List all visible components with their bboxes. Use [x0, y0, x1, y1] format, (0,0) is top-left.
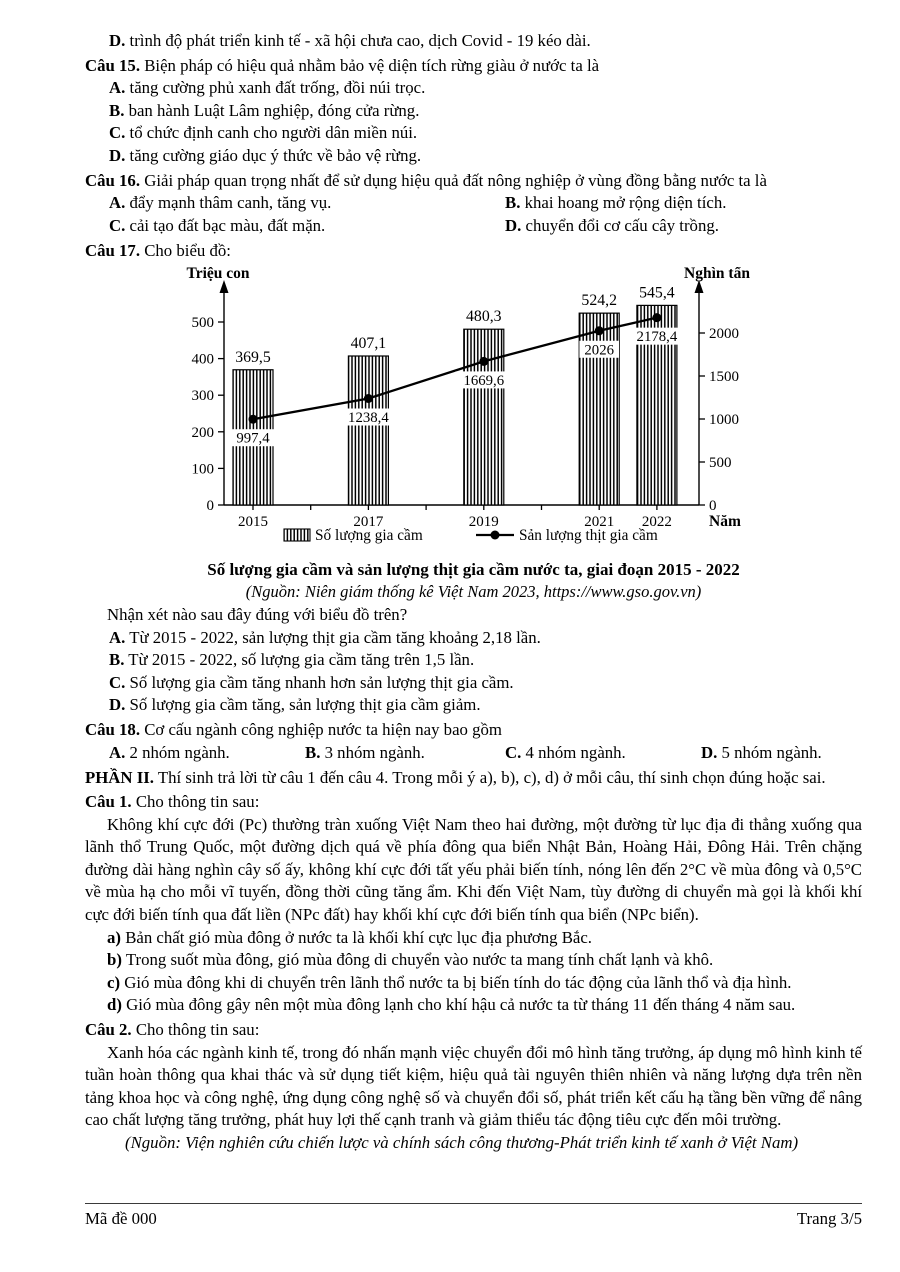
svg-text:1669,6: 1669,6	[462, 372, 504, 389]
svg-text:Nghìn tấn: Nghìn tấn	[683, 266, 750, 282]
svg-text:1000: 1000	[708, 411, 739, 428]
svg-text:2000: 2000	[708, 325, 739, 342]
svg-text:0: 0	[708, 497, 716, 514]
poultry-chart	[174, 267, 774, 557]
svg-text:2178,4: 2178,4	[636, 328, 677, 345]
svg-text:369,5: 369,5	[234, 348, 271, 366]
chart-title: Số lượng gia cầm và sản lượng thịt gia cầm nước ta, giai đoạn 2015 - 2022	[207, 559, 740, 579]
q16-option-d: D. chuyển đổi cơ cấu cây trồng.	[505, 216, 719, 236]
svg-text:0: 0	[206, 497, 214, 514]
q18-options-row	[85, 742, 862, 765]
svg-text:1500: 1500	[708, 368, 739, 385]
q15-option-d: D. tăng cường giáo dục ý thức về bảo vệ rừng.	[109, 145, 422, 165]
q18-option-c: C. 4 nhóm ngành.	[505, 742, 626, 762]
q18-stem: Câu 18. Cơ cấu ngành công nghiệp nước ta hiện nay bao gồm	[85, 719, 502, 739]
q17-stem: Câu 17. Cho biểu đồ:	[85, 241, 231, 261]
svg-text:2021: 2021	[583, 513, 614, 530]
svg-text:407,1: 407,1	[350, 334, 386, 352]
page-footer	[85, 1203, 862, 1231]
c1-header: Câu 1. Cho thông tin sau:	[85, 792, 260, 812]
c2-passage: Xanh hóa các ngành kinh tế, trong đó nhấn mạnh việc chuyển đổi mô hình tăng trưởng, áp dụng mô hình kinh tế tuần hoàn thông qua khai thác và sử dụng tiết kiệm, hiệu quả tài nguyên thiên nhiên và năng lượng dựa trên nền tảng khoa học và công nghệ, ứng dụng công nghệ số và chuyển đổi số, phát triển kết cấu hạ tầng bền vững để nâng cao chất lượng tăng trưởng, phát huy lợi thế cạnh tranh và giảm thiểu tác động tiêu cực đến môi trường.	[85, 1042, 862, 1130]
c2-source: (Nguồn: Viện nghiên cứu chiến lược và chính sách công thương-Phát triển kinh tế xanh ở Việt Nam)	[125, 1133, 799, 1152]
svg-text:Số lượng gia cầm: Số lượng gia cầm	[314, 526, 423, 544]
exam-code: Mã đề 000	[85, 1209, 157, 1228]
svg-text:500: 500	[708, 454, 731, 471]
q16-stem: Câu 16. Giải pháp quan trọng nhất để sử dụng hiệu quả đất nông nghiệp ở vùng đồng bằng nước ta là	[85, 170, 767, 190]
svg-text:Sản lượng thịt gia cầm: Sản lượng thịt gia cầm	[518, 526, 658, 544]
svg-text:Triệu con: Triệu con	[186, 266, 249, 282]
q15-stem: Câu 15. Biện pháp có hiệu quả nhằm bảo vệ diện tích rừng giàu ở nước ta là	[85, 55, 600, 75]
q15-option-a: A. tăng cường phủ xanh đất trống, đồi núi trọc.	[109, 78, 426, 98]
svg-text:480,3: 480,3	[465, 307, 502, 325]
svg-text:300: 300	[191, 387, 214, 404]
c1-item-a: a) Bản chất gió mùa đông ở nước ta là khối khí cực lục địa phương Bắc.	[107, 927, 592, 947]
c2-header: Câu 2. Cho thông tin sau:	[85, 1020, 260, 1040]
part2-header: PHẦN II. Thí sinh trả lời từ câu 1 đến câu 4. Trong mỗi ý a), b), c), d) ở mỗi câu, thí sinh chọn đúng hoặc sai.	[85, 767, 826, 787]
svg-text:2015: 2015	[237, 513, 268, 530]
q15-option-b: B. ban hành Luật Lâm nghiệp, đóng cửa rừng.	[109, 100, 420, 120]
q16-option-a: A. đẩy mạnh thâm canh, tăng vụ.	[109, 193, 332, 213]
q17-option-c: C. Số lượng gia cầm tăng nhanh hơn sản lượng thịt gia cầm.	[109, 672, 514, 692]
c1-passage: Không khí cực đới (Pc) thường tràn xuống Việt Nam theo hai đường, một đường từ lục địa đi thẳng xuống qua lãnh thổ Trung Quốc, một đường dịch quá về phía đông qua biển Nhật Bản, Hoàng Hải, Đông Hải. Trên chặng đường dài hàng nghìn cây số ấy, không khí cực đới tất yếu phải biến tính, nóng lên đến 2°C về mùa đông và 0,5°C về mùa hạ cho mỗi vĩ tuyến, đồng thời cũng tăng ẩm. Khi đến Việt Nam, tùy đường di chuyển mà gọi là khối khí cực đới biến tính qua đất liền (NPc đất) hay khối khí cực đới biến tính qua biển (NPc biển).	[85, 814, 862, 925]
legend-bar-swatch	[284, 529, 310, 541]
q16-options-row-1	[85, 192, 862, 215]
q18-option-a: A. 2 nhóm ngành.	[109, 742, 230, 762]
chart-source: (Nguồn: Niên giám thống kê Việt Nam 2023, https://www.gso.gov.vn)	[245, 582, 702, 602]
svg-text:524,2: 524,2	[580, 291, 617, 309]
svg-text:Năm: Năm	[708, 512, 741, 530]
q17-option-b: B. Từ 2015 - 2022, số lượng gia cầm tăng trên 1,5 lần.	[109, 650, 475, 670]
q14-option-d: D. trình độ phát triển kinh tế - xã hội chưa cao, dịch Covid - 19 kéo dài.	[109, 31, 591, 50]
q17-option-a: A. Từ 2015 - 2022, sản lượng thịt gia cầm tăng khoảng 2,18 lần.	[109, 627, 541, 647]
chart-figure	[174, 267, 774, 604]
q16-option-c: C. cải tạo đất bạc màu, đất mặn.	[109, 216, 326, 236]
svg-text:545,4: 545,4	[638, 284, 675, 302]
c1-item-d: d) Gió mùa đông gây nên một mùa đông lạnh cho khí hậu cả nước ta từ tháng 11 đến tháng 4 năm sau.	[107, 995, 796, 1015]
q15-option-c: C. tổ chức định canh cho người dân miền núi.	[109, 123, 418, 143]
c1-item-c: c) Gió mùa đông khi di chuyển trên lãnh thổ nước ta bị biến tính do tác động của lãnh thổ và địa hình.	[107, 972, 792, 992]
svg-text:500: 500	[191, 314, 214, 331]
q16-option-b: B. khai hoang mở rộng diện tích.	[505, 193, 727, 213]
q18-option-d: D. 5 nhóm ngành.	[701, 742, 822, 762]
svg-text:1238,4: 1238,4	[347, 409, 389, 426]
q17-question: Nhận xét nào sau đây đúng với biểu đồ trên?	[107, 604, 408, 624]
svg-text:2017: 2017	[352, 513, 383, 530]
svg-text:2022: 2022	[641, 513, 672, 530]
svg-text:2026: 2026	[583, 342, 614, 359]
q16-options-row-2	[85, 215, 862, 238]
page-number: Trang 3/5	[796, 1209, 862, 1228]
svg-text:100: 100	[191, 461, 214, 478]
svg-text:2019: 2019	[468, 513, 499, 530]
svg-text:400: 400	[191, 351, 214, 368]
svg-text:997,4: 997,4	[235, 430, 270, 447]
svg-text:200: 200	[191, 424, 214, 441]
c1-item-b: b) Trong suốt mùa đông, gió mùa đông di chuyển vào nước ta mang tính chất lạnh và khô.	[107, 950, 714, 970]
q18-option-b: B. 3 nhóm ngành.	[305, 742, 425, 762]
q17-option-d: D. Số lượng gia cầm tăng, sản lượng thịt gia cầm giảm.	[109, 695, 481, 715]
